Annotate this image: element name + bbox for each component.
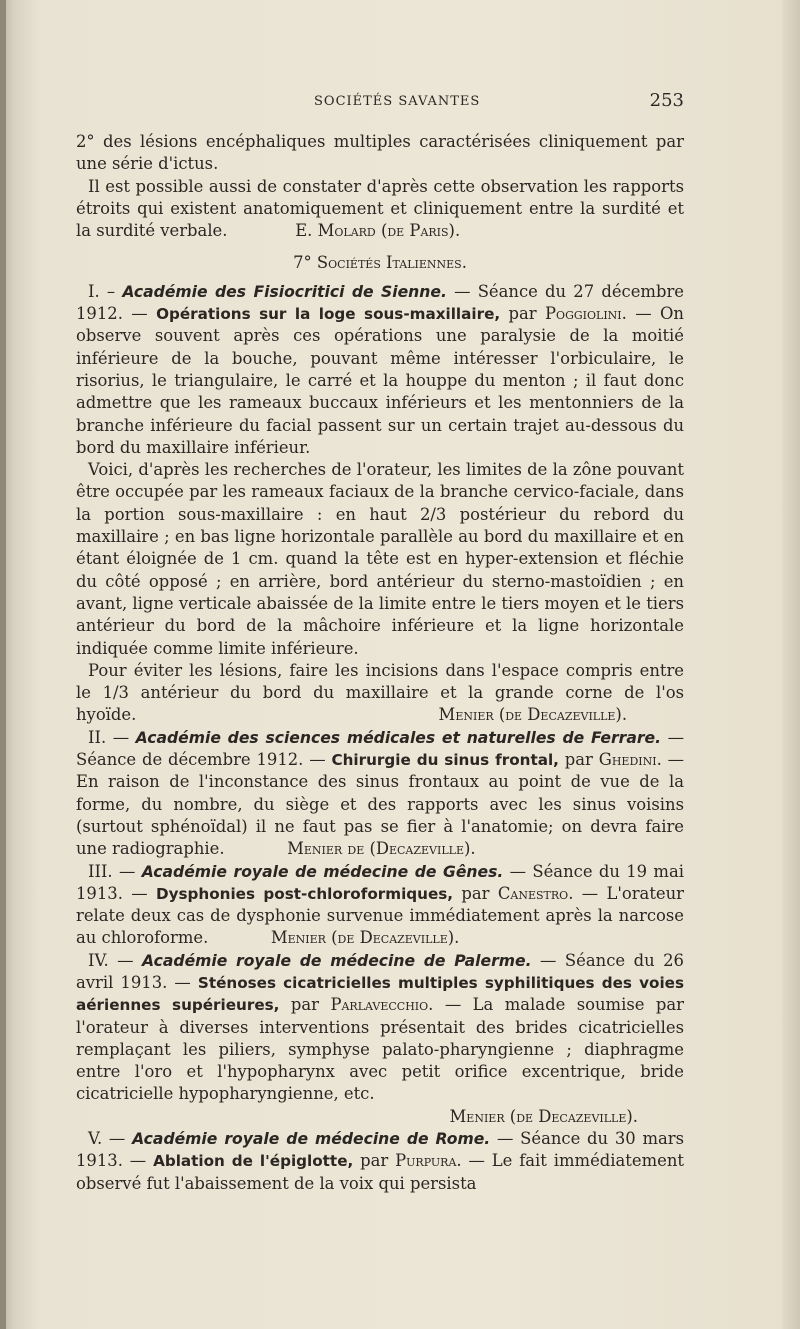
- entry-2-signature: Menier de (Decazeville).: [287, 839, 476, 859]
- page-header: [76, 92, 684, 116]
- entry-1-text: — On observe souvent après ces opérations une paralysie de la moitié inférieure de la bouche, pouvant même intéresser l'orbiculaire, le risorius, le triangulaire, le carré et la houppe du menton ; il faut donc admettre que les rameaux buccaux inférieurs et les mentonniers de la branche inférieure du facial passent sur un certain trajet au-dessous du bord du maxillaire inférieur.: [76, 304, 684, 457]
- entry-3-num: III. —: [88, 861, 136, 881]
- entry-3-title: Dysphonies post-chloroformiques,: [156, 884, 454, 903]
- intro-paragraph-2-text: Il est possible aussi de constater d'après cette observation les rapports étroits qui existent anatomiquement et cliniquement entre la surdité et la surdité verbale.: [76, 176, 684, 241]
- running-title: SOCIÉTÉS SAVANTES: [314, 94, 481, 109]
- entry-4-author-pre: par: [290, 995, 320, 1015]
- entry-4-author: Parlavecchio.: [330, 995, 434, 1015]
- entry-4-signature: Menier (de Decazeville).: [449, 1106, 638, 1126]
- entry-2-session: — Séance de décembre 1912. —: [76, 727, 684, 770]
- entry-5-text: — Le fait immédiatement observé fut l'abaissement de la voix qui persista: [76, 1151, 684, 1193]
- entry-4-session: — Séance du 26 avril 1913. —: [76, 950, 684, 992]
- entry-2-author-pre: par: [564, 750, 593, 770]
- page-left-edge: [0, 0, 6, 1329]
- entry-3-author-pre: par: [461, 883, 490, 903]
- entry-1-author-pre: par: [508, 304, 537, 324]
- page-body: [76, 131, 684, 1195]
- entry-3-session: — Séance du 19 mai 1913. —: [76, 861, 684, 903]
- entry-1-session: — Séance du 27 décembre 1912. —: [76, 281, 685, 324]
- entry-2-academy: Académie des sciences médicales et naturelles de Ferrare.: [135, 728, 662, 747]
- entry-3-text: — L'orateur relate deux cas de dysphonie survenue immédiatement après la narcose au chloroforme.: [76, 883, 685, 948]
- entry-3-signature: Menier (de Decazeville).: [270, 928, 460, 948]
- entry-1-paragraph-3-text: Pour éviter les lésions, faire les incisions dans l'espace compris entre le 1/3 antérieur du bord du maxillaire et la grande corne de l'os hyoïde.: [76, 660, 684, 725]
- entry-5-title: Ablation de l'épiglotte,: [153, 1152, 354, 1171]
- entry-1-num: I. –: [88, 281, 116, 301]
- entry-1: [76, 281, 684, 459]
- entry-5-author-pre: par: [360, 1151, 389, 1171]
- entry-3-author: Canestro.: [497, 883, 574, 903]
- entry-5-session: — Séance du 30 mars 1913. —: [76, 1129, 685, 1171]
- entry-2-author: Ghedini.: [598, 750, 662, 770]
- entry-2-title: Chirurgie du sinus frontal,: [331, 751, 559, 770]
- entry-2: [76, 727, 684, 861]
- entry-4-title: Sténoses cicatricielles multiples syphilitiques des voies aériennes supérieures,: [76, 973, 684, 1015]
- intro-paragraph-1: 2° des lésions encéphaliques multiples caractérisées cliniquement par une série d'ictus.: [76, 132, 684, 174]
- entry-1-paragraph-2: Voici, d'après les recherches de l'orateur, les limites de la zône pouvant être occupée par les rameaux faciaux de la branche cervico-faciale, dans la portion sous-maxillaire : en haut 2/3 postérieur du rebord du maxillaire ; en bas ligne horizontale parallèle au bord du maxillaire et en étant éloignée de 1 cm. quand la tête est en hyper-extension et fléchie du côté opposé ; en arrière, bord antérieur du sterno-mastoïdien ; en avant, ligne verticale abaissée de la limite entre le tiers moyen et le tiers antérieur du bord de la mâchoire inférieure et la ligne horizontale indiquée comme limite inférieure.: [76, 460, 684, 658]
- page-number: 253: [649, 90, 684, 111]
- entry-1-academy: Académie des Fisiocritici de Sienne.: [122, 282, 447, 301]
- intro-signature: E. Molard (de Paris).: [295, 221, 461, 241]
- entry-5-num: V. —: [88, 1129, 126, 1149]
- entry-2-num: II. —: [88, 727, 130, 747]
- entry-3-academy: Académie royale de médecine de Gênes.: [141, 862, 504, 881]
- entry-5-author: Purpura.: [395, 1151, 462, 1171]
- entry-1-title: Opérations sur la loge sous-maxillaire,: [156, 305, 501, 324]
- entry-3: [76, 861, 684, 950]
- entry-4-text: — La malade soumise par l'orateur à diverses interventions présentait des brides cicatricielles remplaçant les piliers, symphyse palato-pharyngienne ; diaphragme entre l'oro et l'hypopharynx avec petit orifice excentrique, bride cicatricielle hypopharyngienne, etc.: [76, 995, 684, 1104]
- entry-5-academy: Académie royale de médecine de Rome.: [132, 1130, 491, 1149]
- entry-4-num: IV. —: [88, 950, 134, 970]
- entry-1-paragraph-3: [76, 660, 684, 727]
- entry-5: [76, 1128, 684, 1195]
- section-heading: 7° Sociétés Italiennes.: [293, 253, 467, 273]
- entry-2-text: — En raison de l'inconstance des sinus frontaux au point de vue de la forme, du nombre, du siège et des rapports avec les sinus voisins (surtout sphénoïdal) il ne faut pas se fier à l'anatomie; on devra faire une radiographie.: [76, 750, 685, 859]
- entry-1-author: Poggiolini.: [545, 304, 627, 324]
- entry-1-signature: Menier (de Decazeville).: [438, 705, 628, 725]
- entry-4: [76, 950, 684, 1106]
- page-right-edge: [782, 0, 800, 1329]
- intro-paragraph-2: [76, 176, 684, 243]
- entry-4-academy: Académie royale de médecine de Palerme.: [142, 951, 532, 970]
